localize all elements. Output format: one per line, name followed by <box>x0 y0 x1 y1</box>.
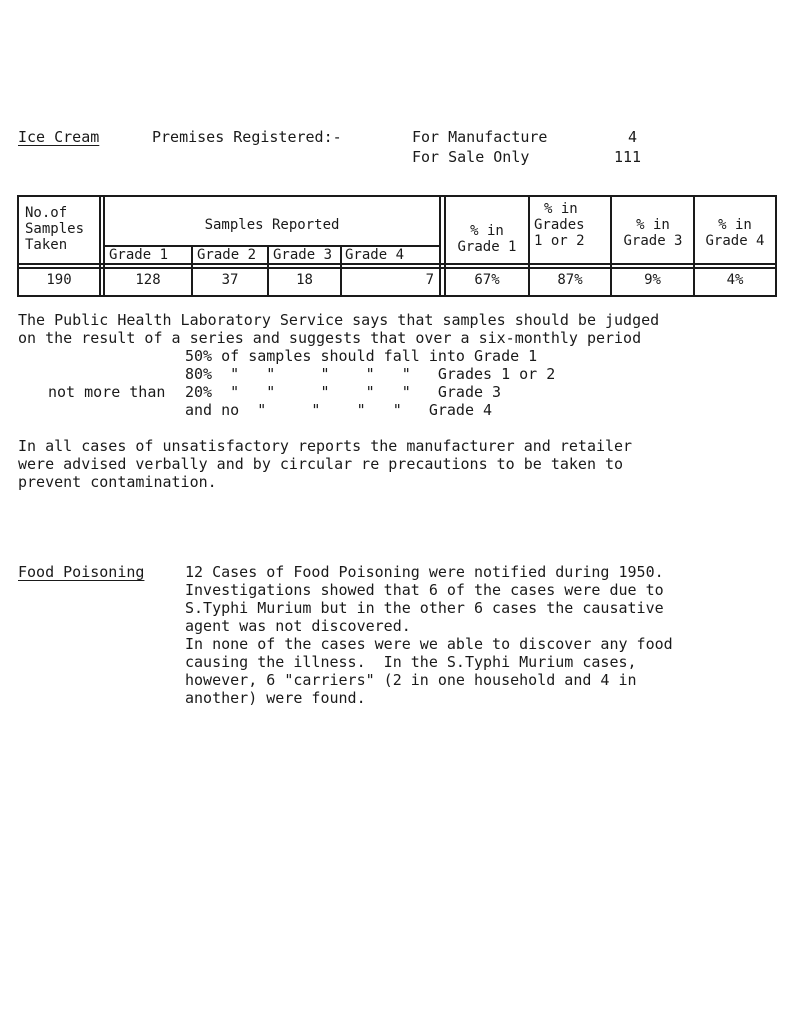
section-title-food-poisoning: Food Poisoning <box>18 563 145 581</box>
food-poisoning-line: Investigations showed that 6 of the cases were due to <box>185 581 664 599</box>
standards-line-3: 50% of samples should fall into Grade 1 <box>185 347 538 365</box>
samples-table <box>17 195 777 297</box>
manufacture-label: For Manufacture <box>412 128 548 146</box>
cell-pct-grade1: 67% <box>474 272 500 288</box>
food-poisoning-line: agent was not discovered. <box>185 617 411 635</box>
food-poisoning-line: In none of the cases were we able to discover any food <box>185 635 673 653</box>
unsatisfactory-line-3: prevent contamination. <box>18 473 217 491</box>
header-grade2: Grade 2 <box>197 247 257 263</box>
sale-count: 111 <box>614 148 642 166</box>
manufacture-count: 4 <box>628 128 638 146</box>
header-pct-grade4: % in Grade 4 <box>705 217 765 249</box>
header-grade1: Grade 1 <box>109 247 169 263</box>
food-poisoning-line: S.Typhi Murium but in the other 6 cases the causative <box>185 599 664 617</box>
header-grade3: Grade 3 <box>273 247 333 263</box>
header-grade4: Grade 4 <box>345 247 405 263</box>
cell-grade2: 37 <box>221 272 239 288</box>
header-no-samples: No.of Samples Taken <box>25 205 85 253</box>
unsatisfactory-line-2: were advised verbally and by circular re precautions to be taken to <box>18 455 624 473</box>
standards-line-4: 80% " " " " " Grades 1 or 2 <box>185 365 556 383</box>
cell-pct-grade3: 9% <box>644 272 661 288</box>
cell-samples-taken: 190 <box>46 272 72 288</box>
header-pct-grades-1-2: % in Grades 1 or 2 <box>534 201 585 249</box>
cell-grade4: 7 <box>425 272 434 288</box>
cell-pct-grade4: 4% <box>726 272 744 288</box>
section-title-ice-cream: Ice Cream <box>18 128 100 146</box>
header-pct-grade1: % in Grade 1 <box>457 223 517 255</box>
cell-grade3: 18 <box>296 272 313 288</box>
unsatisfactory-line-1: In all cases of unsatisfactory reports the manufacturer and retailer <box>18 437 633 455</box>
header-pct-grade3: % in Grade 3 <box>623 217 683 249</box>
standards-line-5: 20% " " " " " Grade 3 <box>185 383 502 401</box>
sale-label: For Sale Only <box>412 148 530 166</box>
header-samples-reported: Samples Reported <box>204 217 340 233</box>
food-poisoning-line: causing the illness. In the S.Typhi Murium cases, <box>185 653 637 671</box>
food-poisoning-line: however, 6 "carriers" (2 in one household and 4 in <box>185 671 637 689</box>
standards-line-5-prefix: not more than <box>48 383 166 401</box>
food-poisoning-line: 12 Cases of Food Poisoning were notified during 1950. <box>185 563 664 581</box>
food-poisoning-line: another) were found. <box>185 689 366 707</box>
premises-label: Premises Registered:- <box>152 128 342 146</box>
standards-line-2: on the result of a series and suggests that over a six-monthly period <box>18 329 642 347</box>
cell-grade1: 128 <box>135 272 161 288</box>
cell-pct-grades-1-2: 87% <box>557 272 583 288</box>
standards-line-6: and no " " " " Grade 4 <box>185 401 493 419</box>
standards-line-1: The Public Health Laboratory Service says that samples should be judged <box>18 311 660 329</box>
